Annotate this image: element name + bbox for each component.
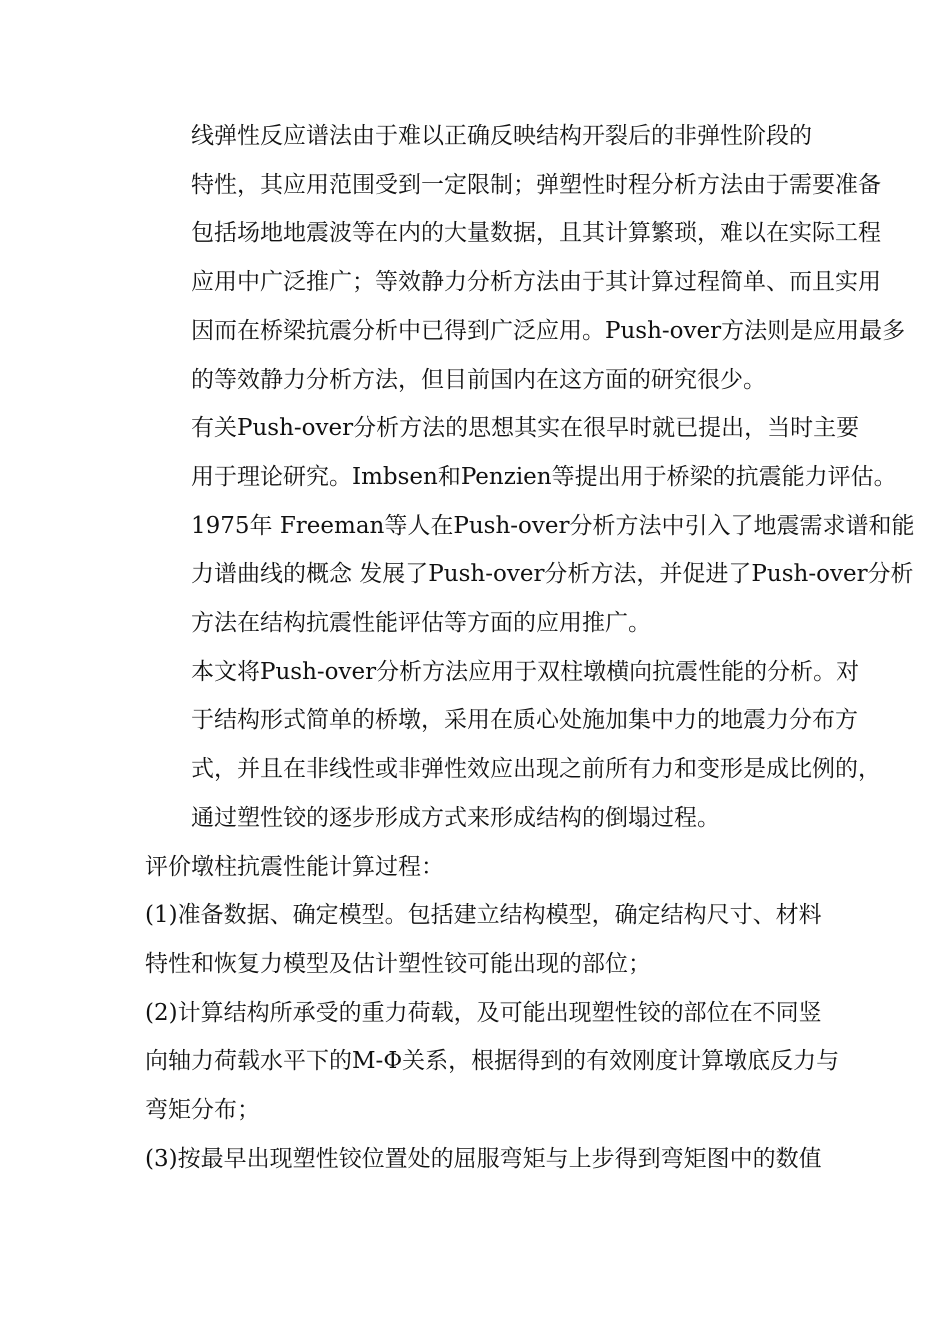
- text-line: 有关Push-over分析方法的思想其实在很早时就已提出，当时主要: [191, 415, 860, 442]
- text-line: 弯矩分布；: [145, 1097, 260, 1124]
- text-line: 向轴力荷载水平下的M-Φ关系，根据得到的有效刚度计算墩底反力与: [145, 1048, 840, 1075]
- document-page: [145, 112, 915, 1183]
- text-line: 特性，其应用范围受到一定限制；弹塑性时程分析方法由于需要准备: [191, 171, 881, 198]
- text-line: 包括场地地震波等在内的大量数据，且其计算繁琐，难以在实际工程: [191, 220, 881, 247]
- text-line: 方法在结构抗震性能评估等方面的应用推广。: [191, 610, 651, 637]
- paragraph-method-comparison: [145, 112, 906, 404]
- list-item-step-1: [145, 891, 822, 988]
- text-line: 因而在桥梁抗震分析中已得到广泛应用。Push-over方法则是应用最多: [191, 317, 906, 344]
- text-line: 线弹性反应谱法由于难以正确反映结构开裂后的非弹性阶段的: [191, 123, 812, 149]
- text-line: 应用中广泛推广；等效静力分析方法由于其计算过程简单、而且实用: [191, 269, 881, 296]
- text-line: 的等效静力分析方法，但目前国内在这方面的研究很少。: [191, 366, 766, 393]
- text-line: 1975年 Freeman等人在Push-over分析方法中引入了地震需求谱和能: [191, 512, 915, 539]
- section-heading-procedure: [145, 843, 807, 892]
- text-line: 评价墩柱抗震性能计算过程：: [145, 853, 444, 880]
- paragraph-pushover-history: [145, 404, 915, 648]
- text-line: 通过塑性铰的逐步形成方式来形成结构的倒塌过程。: [191, 804, 720, 831]
- text-line: (2)计算结构所承受的重力荷载，及可能出现塑性铰的部位在不同竖: [145, 999, 822, 1026]
- list-item-step-3: [145, 1135, 822, 1184]
- text-line: (3)按最早出现塑性铰位置处的屈服弯矩与上步得到弯矩图中的数值: [145, 1145, 822, 1172]
- text-line: 用于理论研究。Imbsen和Penzien等提出用于桥梁的抗震能力评估。: [191, 463, 897, 490]
- paragraph-application: [145, 648, 881, 843]
- text-line: 式，并且在非线性或非弹性效应出现之前所有力和变形是成比例的，: [191, 756, 881, 783]
- list-item-step-2: [145, 989, 840, 1135]
- text-line: 于结构形式简单的桥墩，采用在质心处施加集中力的地震力分布方: [191, 707, 858, 734]
- text-line: 特性和恢复力模型及估计塑性铰可能出现的部位；: [145, 950, 651, 977]
- text-line: 力谱曲线的概念 发展了Push-over分析方法，并促进了Push-over分析: [191, 561, 914, 588]
- text-line: 本文将Push-over分析方法应用于双柱墩横向抗震性能的分析。对: [191, 658, 860, 685]
- text-line: (1)准备数据、确定模型。包括建立结构模型，确定结构尺寸、材料: [145, 902, 822, 929]
